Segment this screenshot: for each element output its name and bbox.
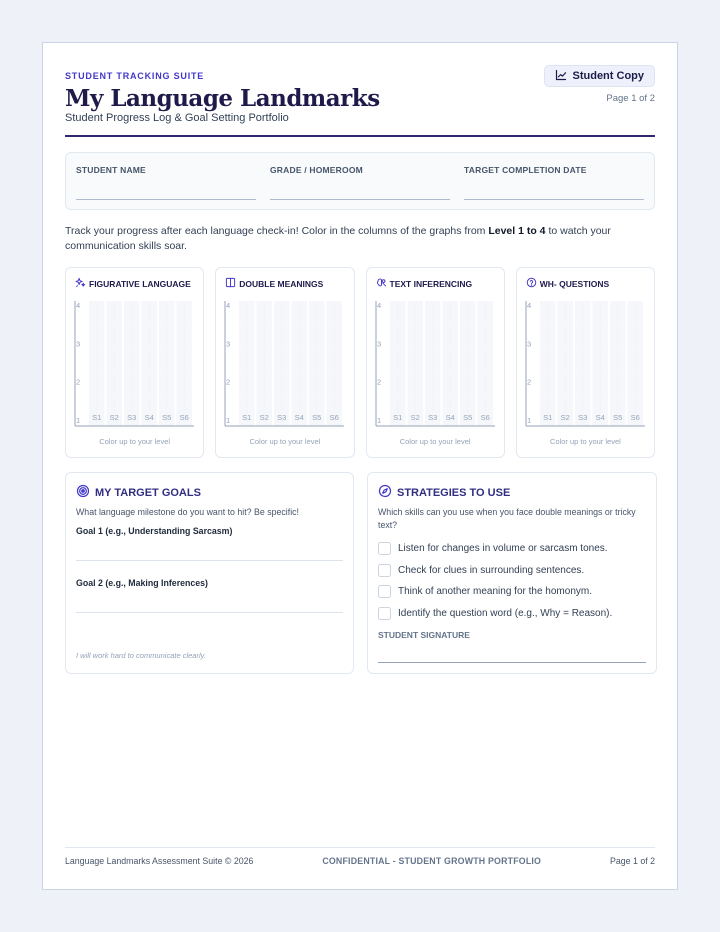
- strategy-checkbox[interactable]: [378, 564, 391, 577]
- target-date-label: TARGET COMPLETION DATE: [464, 165, 587, 175]
- chart-figurative-language: [65, 267, 204, 458]
- compass-icon: [378, 484, 392, 501]
- chart-footnote: Color up to your level: [99, 437, 171, 446]
- session-tick-label: S4: [144, 413, 154, 422]
- session-tick-label: S6: [480, 413, 490, 422]
- session-tick-label: S5: [162, 413, 172, 422]
- instructions-text-start: Track your progress after each language check-in! Color in the columns of the graphs from: [65, 225, 489, 237]
- strategy-label: Think of another meaning for the homonym.: [398, 586, 592, 598]
- session-tick-label: S1: [92, 413, 102, 422]
- session-tick-label: S5: [462, 413, 472, 422]
- chart-title: FIGURATIVE LANGUAGE: [89, 278, 191, 289]
- level-tick-label: 4: [526, 301, 531, 310]
- goals-title: [76, 484, 201, 501]
- goal-2[interactable]: [76, 578, 343, 613]
- header: [65, 71, 655, 137]
- level-tick-label: 1: [376, 416, 381, 425]
- strategy-item[interactable]: [378, 560, 646, 582]
- session-tick-label: S1: [242, 413, 252, 422]
- session-tick-label: S2: [109, 413, 119, 422]
- goals-title-text: MY TARGET GOALS: [95, 486, 201, 499]
- question-icon: [526, 277, 537, 290]
- header-divider: [65, 135, 655, 137]
- session-tick-label: S6: [179, 413, 189, 422]
- progress-charts: [65, 267, 655, 458]
- session-tick-label: S3: [427, 413, 437, 422]
- level-tick-label: 2: [376, 377, 381, 387]
- grade-homeroom-label: GRADE / HOMEROOM: [270, 165, 363, 175]
- level-tick-label: 3: [226, 339, 231, 349]
- footer-copyright: Language Landmarks Assessment Suite © 2026: [65, 856, 254, 866]
- chart-header: [75, 277, 191, 290]
- chart-svg[interactable]: [75, 301, 194, 428]
- chart-plot[interactable]: [526, 301, 645, 428]
- strategy-item[interactable]: [378, 538, 646, 560]
- level-tick-label: 4: [226, 301, 231, 310]
- chart-header: [376, 277, 473, 290]
- target-date-field[interactable]: [464, 165, 644, 209]
- instructions-level-range: Level 1 to 4: [488, 225, 546, 237]
- chart-text-inferencing: [366, 267, 505, 458]
- session-tick-label: S2: [560, 413, 570, 422]
- chart-title: DOUBLE MEANINGS: [239, 278, 324, 289]
- student-name-label: STUDENT NAME: [76, 165, 146, 175]
- chart-icon: [555, 69, 567, 84]
- student-name-field[interactable]: [76, 165, 256, 209]
- chart-title: WH- QUESTIONS: [539, 278, 610, 289]
- book-icon: [225, 277, 236, 290]
- footer-confidential: CONFIDENTIAL - STUDENT GROWTH PORTFOLIO: [322, 856, 542, 866]
- chart-header: [526, 277, 609, 290]
- grade-homeroom-line[interactable]: [270, 199, 450, 200]
- session-tick-label: S6: [329, 413, 340, 422]
- goal-1-label: Goal 1 (e.g., Understanding Sarcasm): [76, 526, 233, 536]
- strategies-title-text: STRATEGIES TO USE: [397, 486, 511, 499]
- footer-page-number: Page 1 of 2: [610, 856, 655, 866]
- session-tick-label: S1: [542, 413, 553, 422]
- grade-homeroom-field[interactable]: [270, 165, 450, 209]
- level-tick-label: 2: [76, 377, 81, 387]
- chart-plot[interactable]: [225, 301, 344, 428]
- chart-wh-questions: [516, 267, 655, 458]
- level-tick-label: 1: [226, 416, 231, 425]
- student-copy-label: Student Copy: [572, 70, 644, 82]
- goal-1-line[interactable]: [76, 560, 343, 561]
- level-tick-label: 2: [226, 377, 231, 387]
- chart-svg[interactable]: [526, 301, 645, 428]
- chart-footnote: Color up to your level: [549, 437, 621, 446]
- strategy-label: Check for clues in surrounding sentences.: [398, 564, 585, 576]
- goals-pledge: I will work hard to communicate clearly.: [76, 651, 206, 660]
- session-tick-label: S3: [127, 413, 137, 422]
- page-subtitle: Student Progress Log & Goal Setting Portfolio: [65, 112, 289, 124]
- chart-plot[interactable]: [376, 301, 495, 428]
- suite-label: STUDENT TRACKING SUITE: [65, 71, 205, 81]
- signature-line[interactable]: [378, 662, 646, 663]
- target-goals-card: [65, 472, 354, 674]
- strategy-checkbox[interactable]: [378, 607, 391, 620]
- footer-divider: [65, 847, 655, 848]
- chart-svg[interactable]: [225, 301, 344, 428]
- strategy-label: Identify the question word (e.g., Why = Reason).: [398, 607, 613, 619]
- goal-2-label: Goal 2 (e.g., Making Inferences): [76, 578, 208, 588]
- sparkle-icon: [75, 277, 86, 290]
- worksheet-page: [42, 42, 678, 890]
- strategy-checkbox[interactable]: [378, 542, 391, 555]
- session-tick-label: S6: [630, 413, 640, 422]
- student-name-line[interactable]: [76, 199, 256, 200]
- signature-label: STUDENT SIGNATURE: [378, 630, 470, 640]
- chart-svg[interactable]: [376, 301, 495, 428]
- student-info-box: [65, 152, 655, 210]
- strategies-checklist: [378, 538, 646, 624]
- strategies-card: [367, 472, 657, 674]
- target-icon: [76, 484, 90, 501]
- goal-2-line[interactable]: [76, 612, 343, 613]
- chart-title: TEXT INFERENCING: [389, 278, 473, 289]
- level-tick-label: 4: [76, 301, 81, 310]
- level-tick-label: 2: [526, 377, 531, 387]
- session-tick-label: S4: [595, 413, 605, 422]
- strategy-checkbox[interactable]: [378, 585, 391, 598]
- level-tick-label: 3: [376, 339, 381, 349]
- instructions: [65, 224, 655, 254]
- chart-plot[interactable]: [75, 301, 194, 428]
- strategies-title: [378, 484, 510, 501]
- page-title: My Language Landmarks: [65, 85, 380, 112]
- chart-header: [225, 277, 323, 290]
- level-tick-label: 3: [76, 339, 81, 349]
- session-tick-label: S3: [277, 413, 287, 422]
- session-tick-label: S2: [410, 413, 420, 422]
- student-copy-badge: [544, 65, 656, 87]
- chart-double-meanings: [215, 267, 354, 458]
- chart-footnote: Color up to your level: [399, 437, 471, 446]
- instructions-text-end: to watch your communication skills soar.: [65, 225, 611, 252]
- page-number: Page 1 of 2: [606, 93, 655, 104]
- level-tick-label: 1: [76, 416, 81, 425]
- level-tick-label: 4: [376, 301, 381, 310]
- level-tick-label: 3: [526, 339, 531, 349]
- session-tick-label: S2: [259, 413, 270, 422]
- session-tick-label: S3: [577, 413, 588, 422]
- session-tick-label: S4: [294, 413, 305, 422]
- footer: [65, 856, 655, 866]
- chart-footnote: Color up to your level: [249, 437, 321, 446]
- strategy-label: Listen for changes in volume or sarcasm tones.: [398, 543, 608, 555]
- level-tick-label: 1: [526, 416, 531, 425]
- session-tick-label: S5: [612, 413, 623, 422]
- strategy-item[interactable]: [378, 603, 646, 625]
- session-tick-label: S1: [392, 413, 402, 422]
- brain-icon: [376, 277, 387, 290]
- target-date-line[interactable]: [464, 199, 644, 200]
- goals-subtitle: What language milestone do you want to hit? Be specific!: [76, 507, 299, 517]
- session-tick-label: S5: [312, 413, 322, 422]
- strategies-subtitle: Which skills can you use when you face double meanings or tricky text?: [378, 507, 636, 530]
- session-tick-label: S4: [445, 413, 455, 422]
- strategy-item[interactable]: [378, 581, 646, 603]
- goal-1[interactable]: [76, 526, 343, 561]
